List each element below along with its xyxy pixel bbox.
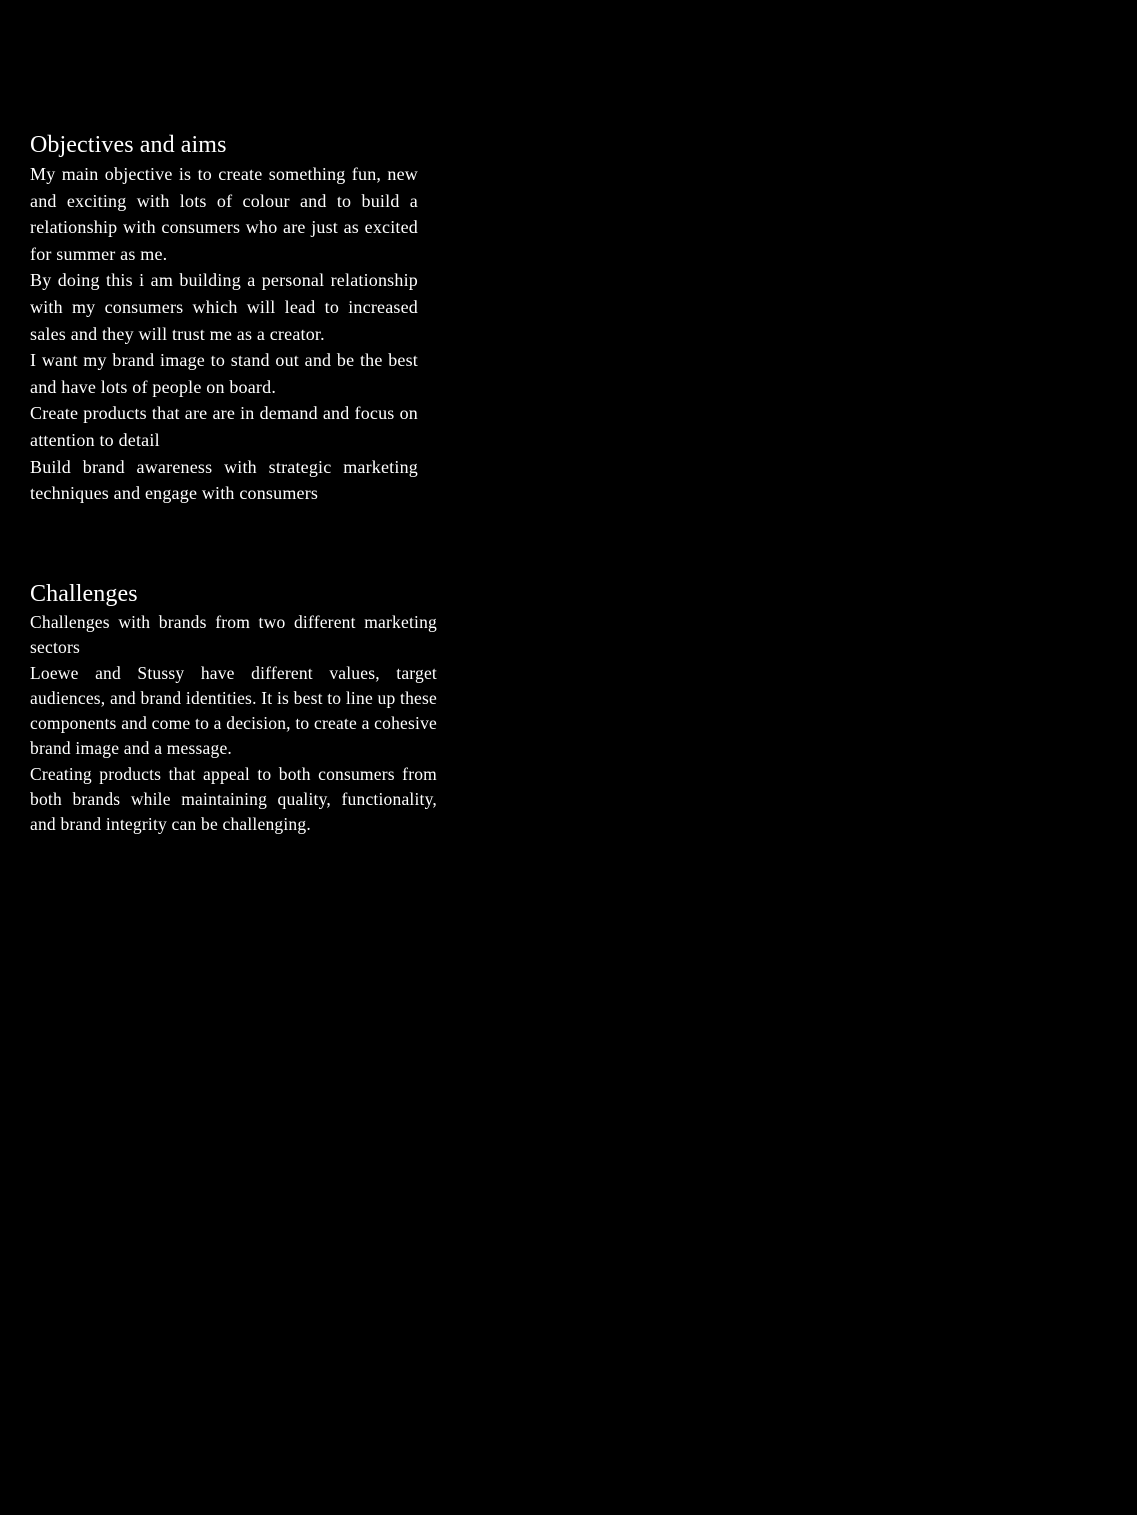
objectives-paragraph: Build brand awareness with strategic marketing techniques and engage with consumers xyxy=(30,456,418,504)
objectives-section xyxy=(30,129,418,507)
challenges-paragraph: Challenges with brands from two different marketing sectors xyxy=(30,612,437,658)
challenges-paragraph: Loewe and Stussy have different values, target audiences, and brand identities. It is best to line up these components and come to a decision, to create a cohesive brand image and a message. xyxy=(30,662,437,759)
objectives-heading: Objectives and aims xyxy=(30,132,227,158)
challenges-heading: Challenges xyxy=(30,581,138,607)
objectives-paragraph: I want my brand image to stand out and be the best and have lots of people on board. xyxy=(30,350,418,397)
challenges-paragraph: Creating products that appeal to both consumers from both brands while maintaining quality, functionality, and brand integrity can be challenging. xyxy=(30,763,437,835)
objectives-paragraph: By doing this i am building a personal relationship with my consumers which will lead to increased sales and they will trust me as a creator. xyxy=(30,270,418,344)
objectives-paragraph: My main objective is to create something fun, new and exciting with lots of colour and to build a relationship with consumers who are just as excited for summer as me. xyxy=(30,164,418,264)
challenges-section xyxy=(30,578,437,838)
objectives-paragraph: Create products that are are in demand and focus on attention to detail xyxy=(30,403,418,450)
